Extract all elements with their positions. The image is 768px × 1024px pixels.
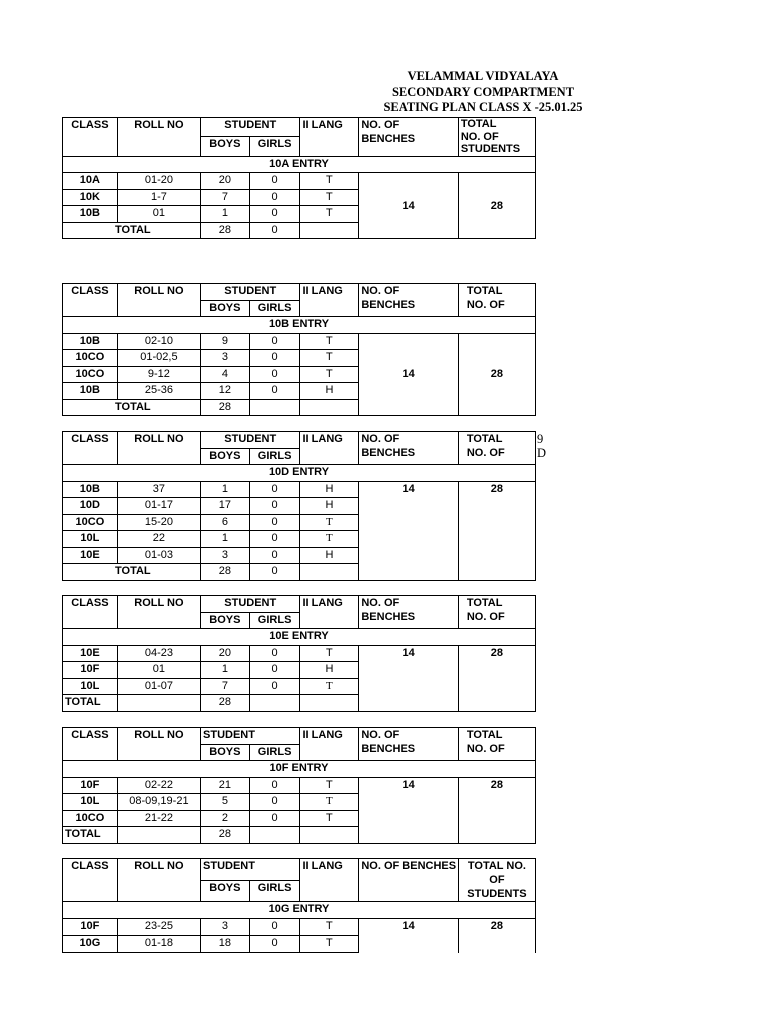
col-lang-header: II LANG [300, 284, 359, 317]
row-roll: 01 [117, 662, 200, 679]
col-benches-header: NO. OF BENCHES [359, 859, 458, 902]
row-roll: 15-20 [117, 514, 200, 531]
col-lang-header: II LANG [300, 728, 359, 761]
total-lang-empty [300, 695, 359, 712]
row-boys: 12 [201, 383, 250, 400]
col-boys-header: BOYS [201, 300, 250, 317]
row-roll: 04-23 [117, 645, 200, 662]
total-boys: 28 [201, 222, 250, 239]
total-students-value: 28 [458, 918, 535, 953]
entry-label: 10F ENTRY [63, 761, 536, 778]
col-lang-header: II LANG [300, 118, 359, 157]
row-lang: T [300, 350, 359, 367]
row-lang: H [300, 383, 359, 400]
total-label: TOTAL [63, 399, 201, 416]
col-roll-header: ROLL NO [117, 284, 200, 317]
col-lang-header: II LANG [300, 432, 359, 465]
table-row [63, 333, 536, 350]
col-student-header: STUDENT [201, 284, 300, 301]
entry-label: 10B ENTRY [63, 317, 536, 334]
total-lang-empty [300, 222, 359, 239]
table-row [63, 777, 536, 794]
side-note-line2: D [537, 446, 547, 460]
entry-label: 10D ENTRY [63, 465, 536, 482]
row-lang: T [300, 794, 359, 811]
row-roll: 01-17 [117, 498, 200, 515]
row-class: 10K [63, 189, 118, 206]
col-student-header: STUDENT [201, 118, 300, 137]
col-roll-header: ROLL NO [117, 118, 200, 157]
row-class: 10CO [63, 810, 118, 827]
row-roll: 37 [117, 481, 200, 498]
row-roll: 1-7 [117, 189, 200, 206]
table-row [63, 918, 536, 935]
col-boys-header: BOYS [201, 612, 250, 629]
total-label: TOTAL [63, 827, 118, 844]
row-girls: 0 [249, 350, 300, 367]
total-students-value: 28 [458, 645, 535, 711]
row-boys: 9 [201, 333, 250, 350]
total-label: TOTAL [63, 222, 201, 239]
row-class: 10B [63, 206, 118, 223]
entry-label: 10A ENTRY [63, 156, 536, 173]
row-boys: 4 [201, 366, 250, 383]
total-boys: 28 [201, 695, 250, 712]
plan-title: SEATING PLAN CLASS X -25.01.25 [383, 100, 583, 114]
total-girls: 0 [249, 564, 300, 581]
row-roll: 01-02,5 [117, 350, 200, 367]
row-boys: 17 [201, 498, 250, 515]
table-row [63, 173, 536, 190]
col-girls-header: GIRLS [249, 744, 300, 761]
row-boys: 18 [201, 935, 250, 952]
row-lang: T [300, 206, 359, 223]
seating-table-10e [62, 595, 536, 712]
row-girls: 0 [249, 366, 300, 383]
entry-label: 10G ENTRY [63, 902, 536, 919]
school-name: VELAMMAL VIDYALAYA [407, 69, 559, 83]
row-lang: T [300, 918, 359, 935]
row-girls: 0 [249, 547, 300, 564]
row-girls: 0 [249, 173, 300, 190]
col-roll-header: ROLL NO [117, 728, 200, 761]
col-total-header: TOTAL NO. OF STUDENTS [458, 859, 535, 902]
row-lang: H [300, 498, 359, 515]
row-girls: 0 [249, 794, 300, 811]
row-roll: 08-09,19-21 [117, 794, 200, 811]
row-class: 10CO [63, 350, 118, 367]
col-benches-header: NO. OF BENCHES [359, 596, 458, 629]
row-girls: 0 [249, 935, 300, 952]
row-lang: T [300, 810, 359, 827]
row-girls: 0 [249, 662, 300, 679]
row-boys: 1 [201, 662, 250, 679]
row-class: 10B [63, 383, 118, 400]
row-boys: 3 [201, 350, 250, 367]
row-lang: H [300, 481, 359, 498]
row-roll: 01 [117, 206, 200, 223]
row-boys: 20 [201, 173, 250, 190]
row-girls: 0 [249, 810, 300, 827]
row-boys: 2 [201, 810, 250, 827]
row-roll: 22 [117, 531, 200, 548]
row-boys: 20 [201, 645, 250, 662]
row-girls: 0 [249, 383, 300, 400]
row-lang: T [300, 777, 359, 794]
row-class: 10CO [63, 366, 118, 383]
col-lang-header: II LANG [300, 596, 359, 629]
row-class: 10L [63, 794, 118, 811]
col-benches-header: NO. OF BENCHES [359, 118, 458, 157]
col-roll-header: ROLL NO [117, 859, 200, 902]
row-roll: 01-20 [117, 173, 200, 190]
row-class: 10B [63, 333, 118, 350]
total-students-value: 28 [458, 481, 535, 580]
seating-table-10f [62, 727, 536, 844]
row-class: 10E [63, 645, 118, 662]
total-students-value: 28 [458, 173, 535, 239]
benches-value: 14 [359, 333, 458, 416]
row-girls: 0 [249, 531, 300, 548]
total-roll-empty [117, 827, 200, 844]
col-class-header: CLASS [63, 432, 118, 465]
col-class-header: CLASS [63, 596, 118, 629]
row-roll: 01-03 [117, 547, 200, 564]
row-class: 10F [63, 777, 118, 794]
row-class: 10B [63, 481, 118, 498]
total-girls [249, 695, 300, 712]
row-boys: 3 [201, 547, 250, 564]
seating-table-10b [62, 283, 536, 416]
row-roll: 01-18 [117, 935, 200, 952]
row-lang: T [300, 935, 359, 952]
row-roll: 02-22 [117, 777, 200, 794]
benches-value: 14 [359, 481, 458, 580]
col-class-header: CLASS [63, 118, 118, 157]
total-boys: 28 [201, 827, 250, 844]
col-student-header: STUDENT [201, 596, 300, 613]
row-lang: T [300, 173, 359, 190]
row-girls: 0 [249, 333, 300, 350]
col-boys-header: BOYS [201, 448, 250, 465]
col-roll-header: ROLL NO [117, 432, 200, 465]
row-class: 10G [63, 935, 118, 952]
total-girls [249, 827, 300, 844]
col-boys-header: BOYS [201, 744, 250, 761]
col-boys-header: BOYS [201, 137, 250, 156]
row-boys: 1 [201, 531, 250, 548]
total-label: TOTAL [63, 564, 201, 581]
row-lang: T [300, 645, 359, 662]
row-boys: 5 [201, 794, 250, 811]
col-total-header: TOTAL NO. OF [458, 596, 535, 629]
row-girls: 0 [249, 678, 300, 695]
row-girls: 0 [249, 514, 300, 531]
col-student-header: STUDENT [201, 859, 300, 881]
row-lang: T [300, 678, 359, 695]
col-girls-header: GIRLS [249, 448, 300, 465]
row-boys: 1 [201, 206, 250, 223]
row-class: 10A [63, 173, 118, 190]
total-label: TOTAL [63, 695, 118, 712]
col-girls-header: GIRLS [249, 612, 300, 629]
col-girls-header: GIRLS [249, 137, 300, 156]
row-girls: 0 [249, 206, 300, 223]
row-lang: T [300, 531, 359, 548]
col-student-header: STUDENT [201, 728, 300, 745]
row-roll: 23-25 [117, 918, 200, 935]
total-boys: 28 [201, 399, 250, 416]
total-lang-empty [300, 827, 359, 844]
benches-value: 14 [359, 918, 458, 953]
seating-table-10d [62, 431, 536, 581]
entry-label: 10E ENTRY [63, 629, 536, 646]
row-roll: 01-07 [117, 678, 200, 695]
row-boys: 1 [201, 481, 250, 498]
col-student-header: STUDENT [201, 432, 300, 449]
benches-value: 14 [359, 777, 458, 843]
row-roll: 25-36 [117, 383, 200, 400]
row-girls: 0 [249, 777, 300, 794]
col-class-header: CLASS [63, 284, 118, 317]
col-class-header: CLASS [63, 859, 118, 902]
col-total-header: TOTAL NO. OF [458, 284, 535, 317]
col-lang-header: II LANG [300, 859, 359, 902]
row-roll: 21-22 [117, 810, 200, 827]
row-class: 10F [63, 918, 118, 935]
table-row [63, 645, 536, 662]
row-class: 10E [63, 547, 118, 564]
col-girls-header: GIRLS [249, 880, 300, 902]
col-total-header: TOTAL NO. OF [458, 432, 535, 465]
row-lang: T [300, 514, 359, 531]
row-boys: 6 [201, 514, 250, 531]
row-roll: 02-10 [117, 333, 200, 350]
total-girls [249, 399, 300, 416]
total-roll-empty [117, 695, 200, 712]
row-class: 10CO [63, 514, 118, 531]
total-lang-empty [300, 564, 359, 581]
col-girls-header: GIRLS [249, 300, 300, 317]
row-class: 10L [63, 678, 118, 695]
row-girls: 0 [249, 645, 300, 662]
col-benches-header: NO. OF BENCHES [359, 284, 458, 317]
col-total-header: TOTAL NO. OF STUDENTS [458, 118, 535, 157]
row-boys: 7 [201, 189, 250, 206]
document-header [360, 69, 606, 116]
row-girls: 0 [249, 498, 300, 515]
row-lang: T [300, 366, 359, 383]
row-girls: 0 [249, 189, 300, 206]
seating-table-10a [62, 117, 536, 239]
total-boys: 28 [201, 564, 250, 581]
side-note-line1: 9 [537, 432, 544, 446]
row-class: 10D [63, 498, 118, 515]
row-lang: H [300, 662, 359, 679]
col-class-header: CLASS [63, 728, 118, 761]
table-row [63, 481, 536, 498]
benches-value: 14 [359, 173, 458, 239]
row-lang: H [300, 547, 359, 564]
col-total-header: TOTAL NO. OF [458, 728, 535, 761]
col-benches-header: NO. OF BENCHES [359, 432, 458, 465]
benches-value: 14 [359, 645, 458, 711]
row-girls: 0 [249, 918, 300, 935]
row-boys: 7 [201, 678, 250, 695]
row-boys: 3 [201, 918, 250, 935]
row-class: 10F [63, 662, 118, 679]
row-class: 10L [63, 531, 118, 548]
col-benches-header: NO. OF BENCHES [359, 728, 458, 761]
section-name: SECONDARY COMPARTMENT [391, 84, 575, 99]
row-lang: T [300, 333, 359, 350]
row-girls: 0 [249, 481, 300, 498]
col-boys-header: BOYS [201, 880, 250, 902]
side-note [537, 432, 546, 460]
total-lang-empty [300, 399, 359, 416]
row-roll: 9-12 [117, 366, 200, 383]
total-students-value: 28 [458, 333, 535, 416]
seating-table-10g [62, 858, 536, 953]
col-roll-header: ROLL NO [117, 596, 200, 629]
total-students-value: 28 [458, 777, 535, 843]
row-boys: 21 [201, 777, 250, 794]
total-girls: 0 [249, 222, 300, 239]
row-lang: T [300, 189, 359, 206]
